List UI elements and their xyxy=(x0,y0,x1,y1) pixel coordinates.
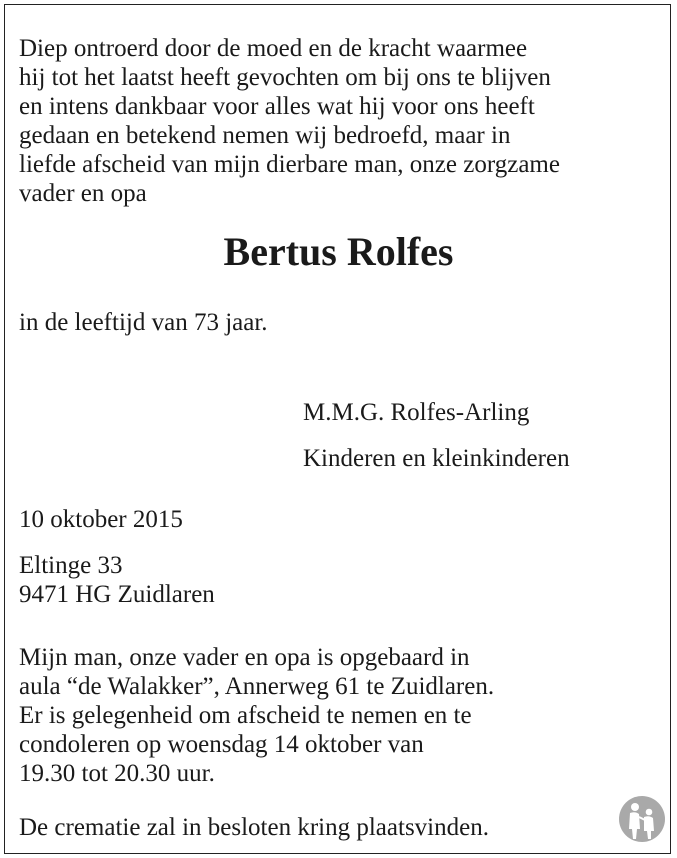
info-line: Mijn man, onze vader en opa is opgebaard in xyxy=(19,644,470,671)
info-line: Er is gelegenheid om afscheid te nemen en te xyxy=(19,702,472,729)
children-line: Kinderen en kleinkinderen xyxy=(303,445,570,472)
age-line: in de leeftijd van 73 jaar. xyxy=(19,309,268,336)
intro-line: en intens dankbaar voor alles wat hij voor ons heeft xyxy=(19,93,535,120)
memorial-figures-icon xyxy=(618,795,666,843)
address-block xyxy=(19,551,215,609)
intro-paragraph xyxy=(19,34,560,208)
intro-line: liefde afscheid van mijn dierbare man, onze zorgzame xyxy=(19,151,560,178)
intro-line: Diep ontroerd door de moed en de kracht waarmee xyxy=(19,35,528,62)
info-line: 19.30 tot 20.30 uur. xyxy=(19,760,215,787)
cremation-line: De crematie zal in besloten kring plaatsvinden. xyxy=(19,814,489,841)
intro-line: hij tot het laatst heeft gevochten om bij ons te blijven xyxy=(19,64,551,91)
deceased-name: Bertus Rolfes xyxy=(223,229,454,274)
info-line: condoleren op woensdag 14 oktober van xyxy=(19,731,424,758)
notice-date: 10 oktober 2015 xyxy=(19,506,183,533)
address-street: Eltinge 33 xyxy=(19,552,123,579)
address-city: 9471 HG Zuidlaren xyxy=(19,581,215,608)
intro-line: vader en opa xyxy=(19,180,147,207)
intro-line: gedaan en betekend nemen wij bedroefd, maar in xyxy=(19,122,511,149)
spouse-name: M.M.G. Rolfes-Arling xyxy=(303,399,530,426)
info-line: aula “de Walakker”, Annerweg 61 te Zuidlaren. xyxy=(19,673,495,700)
viewing-info xyxy=(19,643,494,788)
